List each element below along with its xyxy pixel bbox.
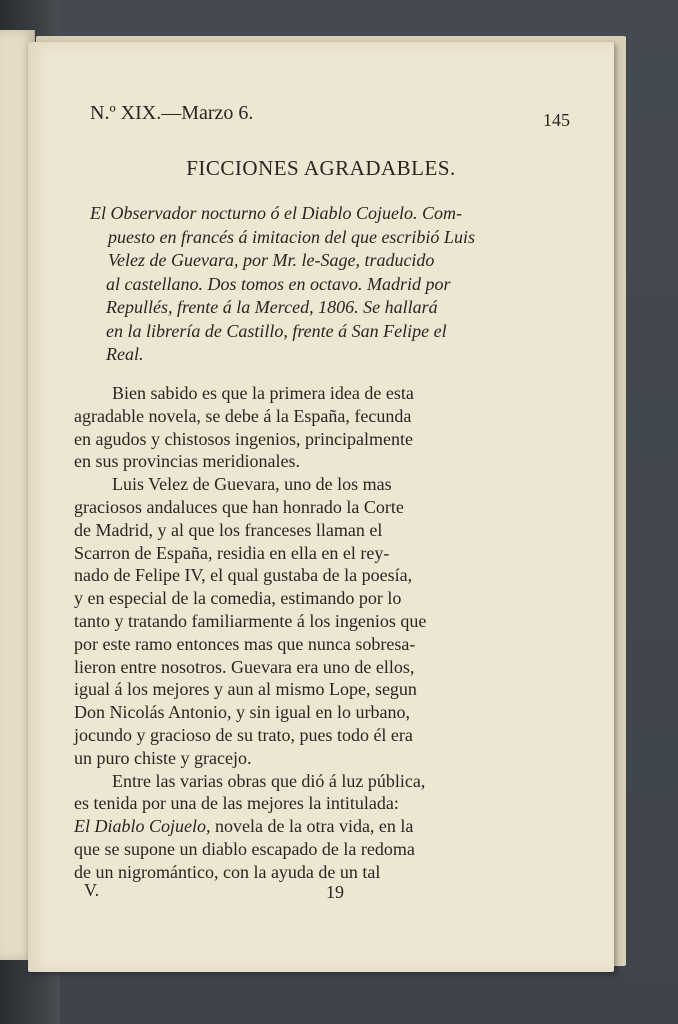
citation-line: al castellano. Dos tomos en octavo. Madrid por <box>106 273 451 294</box>
body-line: Don Nicolás Antonio, y sin igual en lo urbano, <box>74 702 410 723</box>
body-line: Entre las varias obras que dió á luz pública, <box>112 770 426 791</box>
body-line: en sus provincias meridionales. <box>74 451 300 472</box>
body-line: en agudos y chistosos ingenios, principalmente <box>74 428 413 449</box>
section-title: FICCIONES AGRADABLES. <box>186 156 456 180</box>
body-line: un puro chiste y gracejo. <box>74 747 252 768</box>
body-line-rest: novela de la otra vida, en la <box>215 816 414 837</box>
citation-line: El Observador nocturno ó el Diablo Cojuelo. Com- <box>90 203 462 223</box>
body-line: de Madrid, y al que los franceses llaman el <box>74 519 383 540</box>
body-line: lieron entre nosotros. Guevara era uno de ellos, <box>74 656 415 677</box>
body-line: de un nigromántico, con la ayuda de un tal <box>74 861 381 882</box>
gathering-number: 19 <box>326 882 344 902</box>
running-header <box>90 102 570 132</box>
body-line: es tenida por una de las mejores la intitulada: <box>74 793 399 814</box>
citation-line: puesto en francés á imitacion del que escribió Luis <box>108 226 475 247</box>
body-line: jocundo y gracioso de su trato, pues todo él era <box>74 724 413 745</box>
body-line: que se supone un diablo escapado de la redoma <box>74 838 415 859</box>
article-body <box>74 382 514 884</box>
page-number: 145 <box>543 110 570 130</box>
citation-line: Real. <box>106 344 144 364</box>
italic-title: El Diablo Cojuelo, <box>74 816 211 837</box>
body-line: Bien sabido es que la primera idea de esta <box>112 383 414 403</box>
body-line: Scarron de España, residia en ella en el rey- <box>74 542 390 563</box>
citation-line: en la librería de Castillo, frente á San Felipe el <box>106 320 447 341</box>
citation-line: Velez de Guevara, por Mr. le-Sage, traducido <box>108 250 435 270</box>
issue-label: N.º XIX.—Marzo 6. <box>90 102 254 124</box>
body-line: y en especial de la comedia, estimando por lo <box>74 588 402 609</box>
signature-mark: V. <box>84 880 100 900</box>
body-line: por este ramo entonces mas que nunca sobresa- <box>74 633 416 654</box>
body-line: graciosos andaluces que han honrado la Corte <box>74 496 404 517</box>
bibliographic-citation <box>90 202 510 367</box>
page-footer <box>78 880 478 906</box>
body-line: tanto y tratando familiarmente á los ingenios que <box>74 610 427 631</box>
body-line: agradable novela, se debe á la España, fecunda <box>74 405 412 426</box>
book-page <box>28 42 614 972</box>
body-line-with-title <box>74 815 514 838</box>
body-line: igual á los mejores y aun al mismo Lope, segun <box>74 679 417 700</box>
citation-line: Repullés, frente á la Merced, 1806. Se hallará <box>106 297 438 317</box>
body-line: nado de Felipe IV, el qual gustaba de la poesía, <box>74 565 413 586</box>
body-line: Luis Velez de Guevara, uno de los mas <box>112 474 392 495</box>
